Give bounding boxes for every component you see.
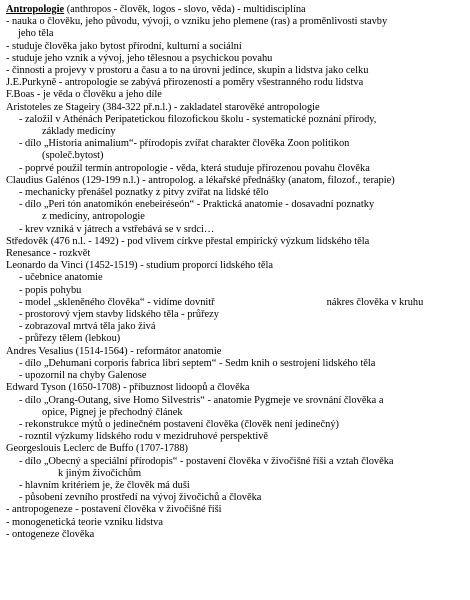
text-line: Georgeslouis Leclerc de Buffo (1707-1788) <box>6 443 188 455</box>
document-title: Antropologie <box>6 4 65 15</box>
text-fragment: nákres člověka v kruhu <box>326 296 424 308</box>
text-line <box>6 297 462 309</box>
text-line: - ontogeneze člověka <box>6 528 95 540</box>
heading-line <box>6 4 462 16</box>
text-line: - rozntil výzkumy lidského rodu v mezidruhové perspektivě <box>19 431 269 443</box>
text-line: - antropogeneze - postavení člověka v živočišné říši <box>6 504 222 516</box>
text-line: - dílo „Obecný a speciální přírodopis“ - postavení člověka v živočišné říši a vztah člověka <box>19 455 394 467</box>
text-line: Andres Vesalius (1514-1564) - reformátor anatomie <box>6 345 222 357</box>
text-line: (společ.bytost) <box>42 150 104 162</box>
text-line: F.Boas - je věda o člověku a jeho díle <box>6 89 162 101</box>
text-line: - poprvé použil termín antropologie - věda, která studuje přirozenou povahu člověka <box>19 162 370 174</box>
text-line: - upozornil na chyby Galenose <box>19 370 147 382</box>
text-line: - popis pohybu <box>19 284 82 296</box>
text-line: Leonardo da Vinci (1452-1519) - studium proporcí lidského těla <box>6 260 273 272</box>
text-line: - dílo „Dehumani corporis fabrica libri septem“ - Sedm knih o sestrojení lidského těla <box>19 357 376 369</box>
text-line: Edward Tyson (1650-1708) - příbuznost lidoopů a člověka <box>6 382 250 394</box>
text-line: - hlavním kritériem je, že člověk má duši <box>19 479 190 491</box>
document-text <box>6 4 462 541</box>
text-line: - dílo „Orang-Outang, sive Homo Silvestris“ - anatomie Pygmeje ve srovnání člověka a <box>19 394 384 406</box>
text-line: Renesance - rozkvět <box>6 248 91 260</box>
text-line: k jiným živočichům <box>58 467 142 479</box>
text-line: - průřezy tělem (lebkou) <box>19 333 121 345</box>
text-line: základy medicíny <box>42 126 116 138</box>
text-line: jeho těla <box>18 28 54 40</box>
text-line: J.E.Purkyně - antropologie se zabývá přirozeností a poměry všestranného rodu lidstva <box>6 77 364 89</box>
text-line: z medicíny, antropologie <box>42 211 145 223</box>
text-line: - působení zevního prostředí na vývoj živočichů a člověka <box>19 492 262 504</box>
text-line: - monogenetická teorie vzniku lidstva <box>6 516 163 528</box>
text-line: - nauka o člověku, jeho původu, vývoji, o vzniku jeho plemene (ras) a proměnlivosti stavby <box>6 16 388 28</box>
text-line: - rekonstrukce mýtů o jedinečném postavení člověka (člověk není jedinečný) <box>19 418 339 430</box>
text-line: - prostorový vjem stavby lidského těla - průřezy <box>19 309 219 321</box>
title-definition: (anthropos - člověk, logos - slovo, věda) - multidisciplína <box>64 4 306 15</box>
text-line: - učebnice anatomie <box>19 272 103 284</box>
text-line: opice, Pignej je přechodný článek <box>42 406 183 418</box>
text-line: - studuje jeho vznik a vývoj, jeho tělesnou a psychickou povahu <box>6 52 273 64</box>
text-line: - krev vzniká v játrech a vstřebává se v srdci… <box>19 223 215 235</box>
text-line: Aristoteles ze Stageiry (384-322 př.n.l.) - zakladatel starověké antropologie <box>6 101 320 113</box>
text-line: - založil v Athénách Peripatetickou filozofickou školu - systematické poznání přírody, <box>19 113 377 125</box>
text-line: - dílo „Historia animalium“- přírodopis zvířat charakter člověka Zoon politikon <box>19 138 350 150</box>
text-line: - činnosti a projevy v prostoru a času a to na úrovni jedince, skupin a lidstva jako celku <box>6 65 369 77</box>
text-line: Claudius Galénos (129-199 n.l.) - antropolog. a lékařské přednášky (anatom, filozof., terapie) <box>6 174 395 186</box>
text-line: Středověk (476 n.l. - 1492) - pod vlivem církve přestal empirický výzkum lidského těla <box>6 235 370 247</box>
text-line: - studuje člověka jako bytost přírodní, kulturní a sociální <box>6 40 242 52</box>
text-line: - dílo „Peri tón anatomikón enebeiréseón“ - Praktická anatomie - dosavadní poznatky <box>19 199 375 211</box>
text-line: - zobrazoval mrtvá těla jako živá <box>19 321 156 333</box>
text-fragment: - model „skleněného člověka“ - vidíme dovnitř <box>19 296 215 308</box>
text-line: - mechanicky přenášel poznatky z pitvy zvířat na lidské tělo <box>19 187 269 199</box>
